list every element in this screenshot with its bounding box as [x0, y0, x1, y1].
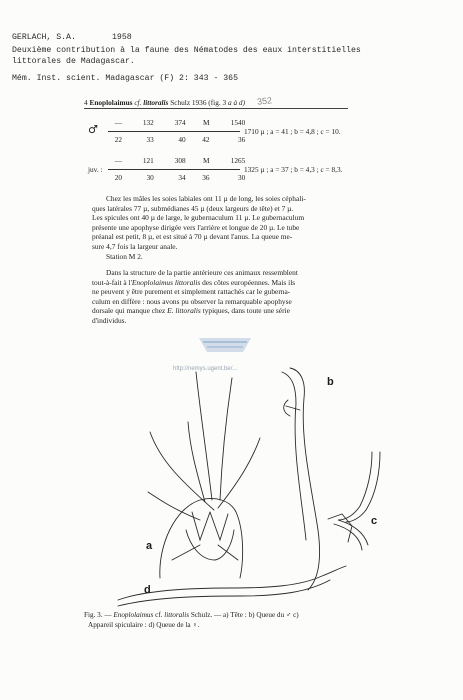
- figure-label-a: a: [146, 540, 153, 552]
- juv-result: 1325 µ ; a = 37 ; b = 4,3 ; c = 8,3.: [244, 165, 343, 174]
- species-name: littoralis: [143, 98, 169, 107]
- male-numerator: — 132 374 M 1540: [114, 118, 246, 127]
- male-result: 1710 µ ; a = 41 ; b = 4,8 ; c = 10.: [244, 127, 341, 136]
- citation-author: GERLACH, S.A.: [12, 33, 76, 42]
- paragraph-2-line3: ne peuvent y être purement et simplement rattachés car le guberna-: [92, 287, 291, 297]
- spicule-apparatus-4: [334, 524, 362, 550]
- head-seta-2: [188, 422, 205, 502]
- juv-label: juv. :: [88, 165, 103, 174]
- caption-line1: Fig. 3. — Enoplolaimus cf. littoralis Schulz. — a) Tête : b) Queue du ♂ c): [84, 611, 299, 619]
- watermark-logo: [197, 330, 253, 358]
- figure-label-b: b: [327, 376, 334, 388]
- head-seta-1: [196, 372, 212, 500]
- species-heading: [84, 98, 384, 108]
- male-fraction-bar: [108, 131, 240, 132]
- head-lines: [172, 545, 238, 560]
- paragraph-2-line5: dorsale qui manque chez E. littoralis typiques, dans toute une série: [92, 306, 290, 316]
- head-outline: [160, 499, 243, 579]
- male-tail-inner: [282, 372, 306, 540]
- heading-rule: [84, 108, 348, 109]
- male-denominator: 22 33 40 42 36: [114, 135, 246, 144]
- caption-line2: Appareil spiculaire : d) Queue de la ♀.: [88, 621, 200, 629]
- juv-denominator: 20 30 34 36 30: [114, 173, 246, 182]
- cf-abbrev: cf.: [134, 98, 142, 107]
- figure-caption: [84, 610, 414, 630]
- paragraph-1-line3: Les spicules ont 40 µ de large, le gubernaculum 11 µ. Le gubernaculum: [92, 213, 305, 223]
- male-symbol: ♂: [88, 123, 98, 136]
- species-authority: Schulz 1936 (fig. 3: [170, 98, 227, 107]
- species-number: 4: [84, 98, 88, 107]
- paragraph-2-line2: tout-à-fait à l'Enoplolaimus littoralis des côtes européennes. Mais ils: [92, 277, 296, 287]
- figure-label-d: d: [144, 584, 151, 596]
- figure-label-c: c: [371, 515, 378, 527]
- head-seta-5: [218, 438, 260, 508]
- citation-title-line2: littorales de Madagascar.: [12, 57, 135, 66]
- paragraph-2-line6: d'individus.: [92, 316, 127, 325]
- paragraph-1-line5: préanal est petit, 8 µ, et est situé à 70 µ devant l'anus. La queue me-: [92, 232, 293, 242]
- citation-journal: Mém. Inst. scient. Madagascar (F) 2: 343 - 365: [12, 74, 239, 83]
- paragraph-2-line1: Dans la structure de la partie antérieure ces animaux ressemblent: [106, 268, 298, 277]
- juv-numerator: — 121 308 M 1265: [114, 156, 246, 165]
- head-jaws: [192, 512, 228, 540]
- paragraph-1-line1: Chez les mâles les soies labiales ont 11 µ de long, les soies céphali-: [106, 194, 306, 203]
- paragraph-2-line4: culum en diffère : nous avons pu observer la remarquable apophyse: [92, 296, 292, 306]
- head-seta-4: [150, 432, 214, 510]
- spicule-apparatus-1: [338, 452, 372, 545]
- paragraph-1-line6: sure 4,7 fois la largeur anale.: [92, 242, 178, 251]
- page-number-stamp: 352: [256, 95, 273, 107]
- head-inner: [186, 530, 234, 560]
- male-spicule: [284, 400, 300, 416]
- paragraph-1-line2: ques latérales 77 µ, submédianes 45 µ (deux largeurs de tête) et 7 µ.: [92, 203, 294, 213]
- female-tail-outline: [118, 566, 346, 600]
- spicule-apparatus-2: [346, 452, 380, 522]
- head-seta-6: [148, 492, 200, 520]
- genus-name: Enoplolaimus: [89, 98, 133, 107]
- citation-year: 1958: [112, 33, 132, 42]
- head-seta-3: [220, 378, 232, 500]
- citation-title-line1: Deuxième contribution à la faune des Nématodes des eaux interstitielles: [12, 46, 361, 55]
- station-line: Station M 2.: [106, 252, 143, 261]
- paragraph-1-line4: présente une apophyse dirigée vers l'arrière et longue de 20 µ. Le tube: [92, 222, 300, 232]
- male-tail-outline: [290, 368, 320, 590]
- figure-refs: a à d): [227, 98, 245, 107]
- spicule-apparatus-3: [328, 514, 352, 542]
- watermark-url: http://nemys.ugent.be/...: [173, 366, 238, 372]
- juv-fraction-bar: [108, 169, 240, 170]
